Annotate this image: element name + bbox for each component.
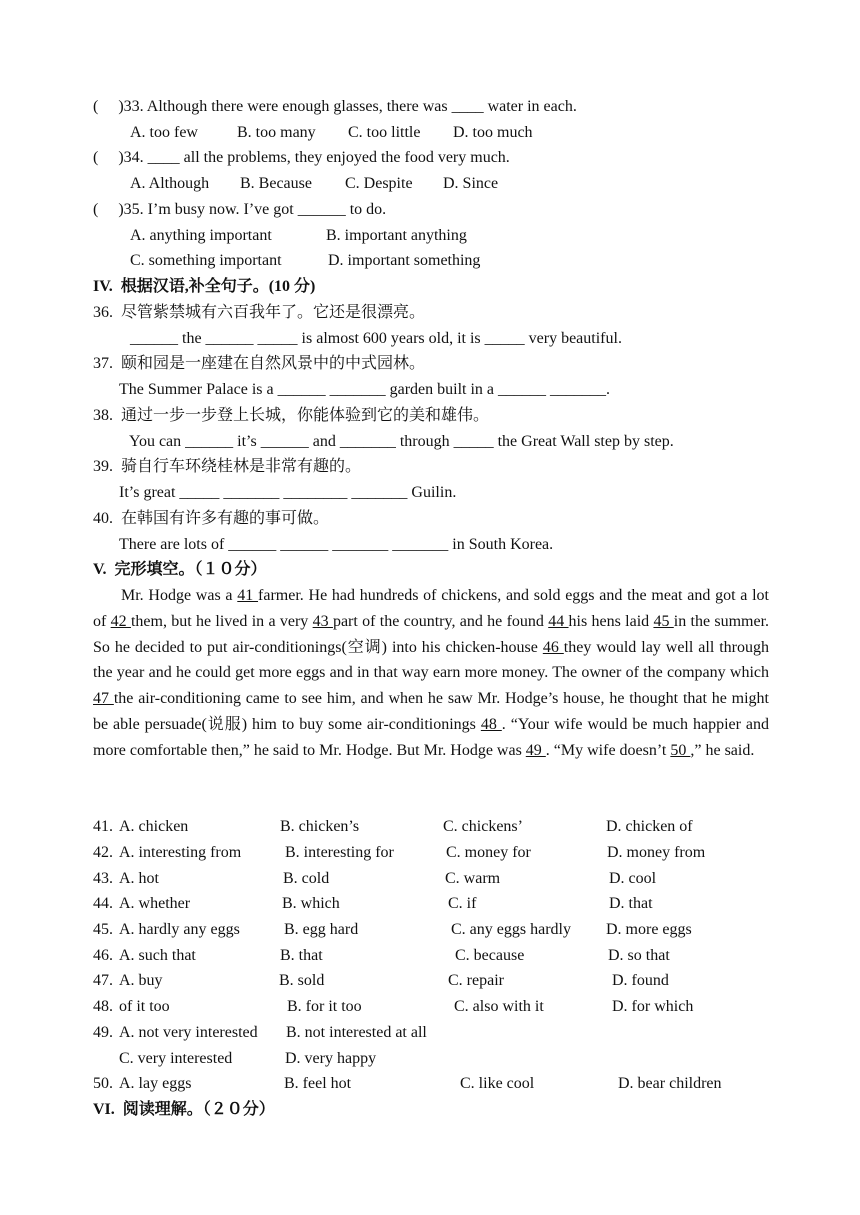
q34-option-d: D. Since: [443, 175, 499, 192]
question-48-number: 48.: [93, 998, 113, 1015]
question-44-option-c: C. if: [448, 895, 477, 912]
question-49-option-d: D. very happy: [285, 1050, 377, 1067]
passage-text: in the summer. So he decided to put air-conditionings(空调) into his chicken-house: [93, 612, 770, 656]
question-48-option-b: B. for it too: [287, 998, 362, 1015]
blank-47: 47: [93, 690, 114, 708]
blank-46: 46: [542, 638, 564, 656]
q35-option-b: B. important anything: [326, 227, 467, 244]
item-39-english: It’s great _____ _______ ________ _______ Guilin.: [119, 484, 457, 501]
blank-42: 42: [110, 612, 131, 630]
blank-41: 41: [237, 587, 259, 604]
question-44-option-a: A. whether: [119, 895, 191, 912]
question-50-number: 50.: [93, 1075, 113, 1092]
question-42-option-d: D. money from: [607, 844, 706, 861]
question-43-option-b: B. cold: [283, 870, 330, 887]
question-48-option-a: of it too: [119, 998, 170, 1015]
q35-option-c: C. something important: [130, 252, 282, 269]
q33-option-d: D. too much: [453, 124, 533, 141]
passage-text: . “My wife doesn’t: [545, 741, 671, 759]
q34-option-b: B. Because: [240, 175, 312, 192]
section-5-heading: V. 完形填空。（１０分）: [93, 561, 267, 578]
q33-option-c: C. too little: [348, 124, 421, 141]
item-40-chinese: 40. 在韩国有许多有趣的事可做。: [93, 510, 330, 527]
question-45-option-c: C. any eggs hardly: [451, 921, 571, 938]
question-45-option-d: D. more eggs: [606, 921, 692, 938]
question-46-number: 46.: [93, 947, 113, 964]
question-49-option-a: A. not very interested: [119, 1024, 258, 1041]
passage-text: they would lay well all through the year and he could get more eggs and in that way earn more money. The owner of the company which: [93, 638, 770, 682]
question-49-option-c: C. very interested: [119, 1050, 233, 1067]
question-47-option-a: A. buy: [119, 972, 163, 989]
question-41-option-c: C. chickens’: [443, 818, 523, 835]
item-37-chinese: 37. 颐和园是一座建在自然风景中的中式园林。: [93, 355, 426, 372]
question-43-option-c: C. warm: [445, 870, 501, 887]
question-41-option-a: A. chicken: [119, 818, 189, 835]
question-47-number: 47.: [93, 972, 113, 989]
item-38-chinese: 38. 通过一步一步登上长城，你能体验到它的美和雄伟。: [93, 407, 490, 424]
cloze-passage: [93, 583, 769, 764]
question-46-option-b: B. that: [280, 947, 323, 964]
question-47-option-b: B. sold: [279, 972, 325, 989]
question-42-option-a: A. interesting from: [119, 844, 242, 861]
passage-text: ,” he said.: [690, 741, 755, 759]
question-42-option-b: B. interesting for: [285, 844, 394, 861]
section-6-heading: VI. 阅读理解。（２０分）: [93, 1101, 275, 1118]
question-44-option-d: D. that: [609, 895, 653, 912]
blank-48: 48: [480, 715, 502, 733]
q33-option-b: B. too many: [237, 124, 316, 141]
question-48-option-c: C. also with it: [454, 998, 544, 1015]
question-42-number: 42.: [93, 844, 113, 861]
item-36-chinese: 36. 尽管紫禁城有六百我年了。它还是很漂亮。: [93, 304, 426, 321]
question-46-option-a: A. such that: [119, 947, 196, 964]
item-38-english: You can ______ it’s ______ and _______ through _____ the Great Wall step by step.: [129, 433, 674, 450]
blank-44: 44: [548, 612, 569, 630]
question-49-option-b: B. not interested at all: [286, 1024, 427, 1041]
item-39-chinese: 39. 骑自行车环绕桂林是非常有趣的。: [93, 458, 362, 475]
question-50-option-a: A. lay eggs: [119, 1075, 192, 1092]
blank-43: 43: [312, 612, 333, 630]
q34-option-a: A. Although: [130, 175, 210, 192]
item-36-english: ______ the ______ _____ is almost 600 years old, it is _____ very beautiful.: [130, 330, 622, 347]
question-43-number: 43.: [93, 870, 113, 887]
passage-text: the air-conditioning came to see him, and when he saw Mr. Hodge’s house, he thought that he might be able persuade(说服) him to buy some air-conditionings: [93, 690, 770, 733]
q35-option-a: A. anything important: [130, 227, 272, 244]
question-44-number: 44.: [93, 895, 113, 912]
question-33: ( )33. Although there were enough glasses, there was ____ water in each.: [93, 98, 577, 115]
q34-option-c: C. Despite: [345, 175, 413, 192]
question-47-option-c: C. repair: [448, 972, 504, 989]
question-41-option-d: D. chicken of: [606, 818, 693, 835]
question-34: ( )34. ____ all the problems, they enjoyed the food very much.: [93, 149, 510, 166]
item-40-english: There are lots of ______ ______ _______ _______ in South Korea.: [119, 536, 554, 553]
blank-45: 45: [653, 612, 674, 630]
blank-49: 49: [525, 741, 546, 759]
item-37-english: The Summer Palace is a ______ _______ garden built in a ______ _______.: [119, 381, 611, 398]
q33-option-a: A. too few: [130, 124, 198, 141]
passage-text: his hens laid: [568, 612, 654, 630]
question-44-option-b: B. which: [282, 895, 340, 912]
question-45-option-b: B. egg hard: [284, 921, 359, 938]
question-46-option-c: C. because: [455, 947, 525, 964]
passage-text: . “Your wife would be much happier and more comfortable then,” he said to Mr. Hodge. But Mr. Hodge was: [93, 715, 769, 759]
question-45-number: 45.: [93, 921, 113, 938]
question-47-option-d: D. found: [612, 972, 669, 989]
passage-text: Mr. Hodge was a: [121, 587, 238, 604]
question-43-option-d: D. cool: [609, 870, 657, 887]
question-50-option-b: B. feel hot: [284, 1075, 352, 1092]
passage-text: part of the country, and he found: [332, 612, 549, 630]
question-41-option-b: B. chicken’s: [280, 818, 360, 835]
question-50-option-c: C. like cool: [460, 1075, 535, 1092]
question-49-number: 49.: [93, 1024, 113, 1041]
passage-text: farmer. He had hundreds of chickens, and sold eggs and the meat and got a lot of: [93, 587, 770, 630]
question-50-option-d: D. bear children: [618, 1075, 722, 1092]
question-35: ( )35. I’m busy now. I’ve got ______ to do.: [93, 201, 387, 218]
section-4-heading: IV. 根据汉语,补全句子。(10 分): [93, 278, 316, 295]
question-45-option-a: A. hardly any eggs: [119, 921, 240, 938]
passage-text: them, but he lived in a very: [130, 612, 313, 630]
question-48-option-d: D. for which: [612, 998, 694, 1015]
question-46-option-d: D. so that: [608, 947, 670, 964]
question-41-number: 41.: [93, 818, 113, 835]
question-42-option-c: C. money for: [446, 844, 531, 861]
blank-50: 50: [670, 741, 691, 759]
question-43-option-a: A. hot: [119, 870, 159, 887]
q35-option-d: D. important something: [328, 252, 481, 269]
